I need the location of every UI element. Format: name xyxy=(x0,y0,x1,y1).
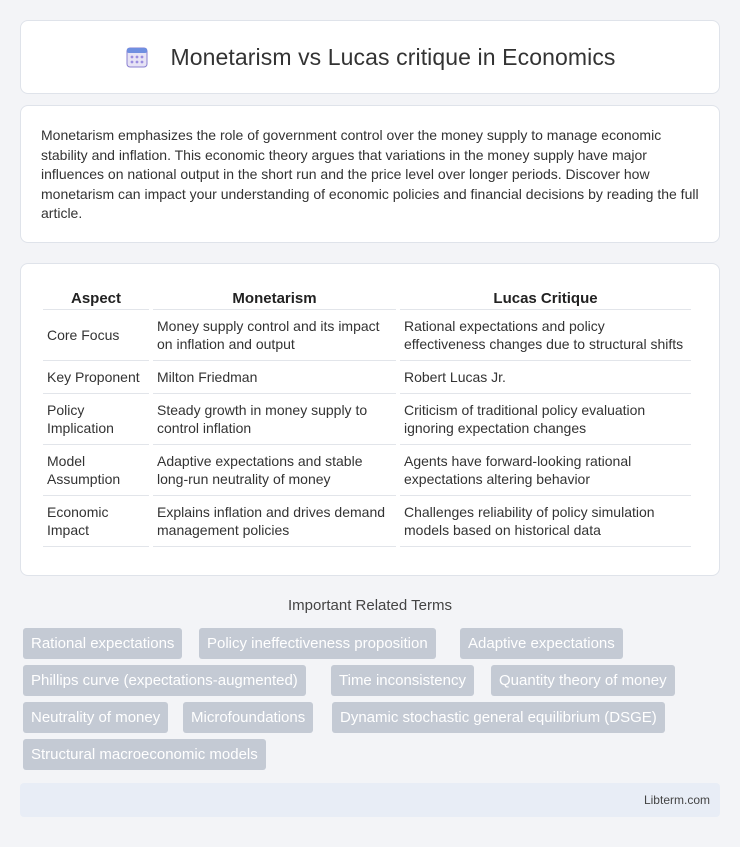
cell-lucas-critique: Agents have forward-looking rational expectations altering behavior xyxy=(400,445,691,496)
cell-monetarism: Steady growth in money supply to control inflation xyxy=(153,394,396,445)
related-term-tag[interactable]: Dynamic stochastic general equilibrium (DSGE) xyxy=(332,702,665,733)
table-row xyxy=(43,496,691,547)
cell-monetarism: Milton Friedman xyxy=(153,361,396,394)
cell-aspect: Economic Impact xyxy=(43,496,149,547)
cell-monetarism: Adaptive expectations and stable long-run neutrality of money xyxy=(153,445,396,496)
cell-monetarism: Money supply control and its impact on inflation and output xyxy=(153,310,396,361)
cell-aspect: Key Proponent xyxy=(43,361,149,394)
related-term-tag[interactable]: Quantity theory of money xyxy=(491,665,675,696)
title-card xyxy=(20,20,720,94)
footer xyxy=(20,783,720,817)
footer-brand-link[interactable]: Libterm.com xyxy=(643,793,710,807)
header-lucas-critique: Lucas Critique xyxy=(400,282,691,310)
intro-card xyxy=(20,105,720,243)
related-term-tag[interactable]: Neutrality of money xyxy=(23,702,168,733)
page-title: Monetarism vs Lucas critique in Economics xyxy=(170,43,616,70)
cell-lucas-critique: Robert Lucas Jr. xyxy=(400,361,691,394)
calendar-grid-icon xyxy=(124,44,150,70)
table-row xyxy=(43,361,691,394)
related-term-tag[interactable]: Microfoundations xyxy=(183,702,313,733)
intro-text: Monetarism emphasizes the role of government control over the money supply to manage economic stability and inflation. This economic theory argues that variations in the money supply have major influences on national output in the short run and the price level over longer periods. Discover how monetarism can impact your understanding of economic policies and financial decisions by reading the full article. xyxy=(41,127,699,221)
comparison-table xyxy=(39,282,695,547)
cell-lucas-critique: Criticism of traditional policy evaluation ignoring expectation changes xyxy=(400,394,691,445)
cell-aspect: Policy Implication xyxy=(43,394,149,445)
header-monetarism: Monetarism xyxy=(153,282,396,310)
related-term-tag[interactable]: Time inconsistency xyxy=(331,665,474,696)
cell-lucas-critique: Challenges reliability of policy simulation models based on historical data xyxy=(400,496,691,547)
comparison-table-card xyxy=(20,263,720,576)
table-row xyxy=(43,394,691,445)
cell-monetarism: Explains inflation and drives demand management policies xyxy=(153,496,396,547)
related-term-tag[interactable]: Rational expectations xyxy=(23,628,182,659)
cell-lucas-critique: Rational expectations and policy effectiveness changes due to structural shifts xyxy=(400,310,691,361)
related-term-tag[interactable]: Adaptive expectations xyxy=(460,628,623,659)
table-row xyxy=(43,310,691,361)
table-row xyxy=(43,445,691,496)
related-term-tag[interactable]: Policy ineffectiveness proposition xyxy=(199,628,436,659)
related-term-tag[interactable]: Phillips curve (expectations-augmented) xyxy=(23,665,306,696)
cell-aspect: Core Focus xyxy=(43,310,149,361)
header-aspect: Aspect xyxy=(43,282,149,310)
table-header-row xyxy=(43,282,691,310)
cell-aspect: Model Assumption xyxy=(43,445,149,496)
related-term-tag[interactable]: Structural macroeconomic models xyxy=(23,739,266,770)
related-terms-heading: Important Related Terms xyxy=(288,597,452,614)
